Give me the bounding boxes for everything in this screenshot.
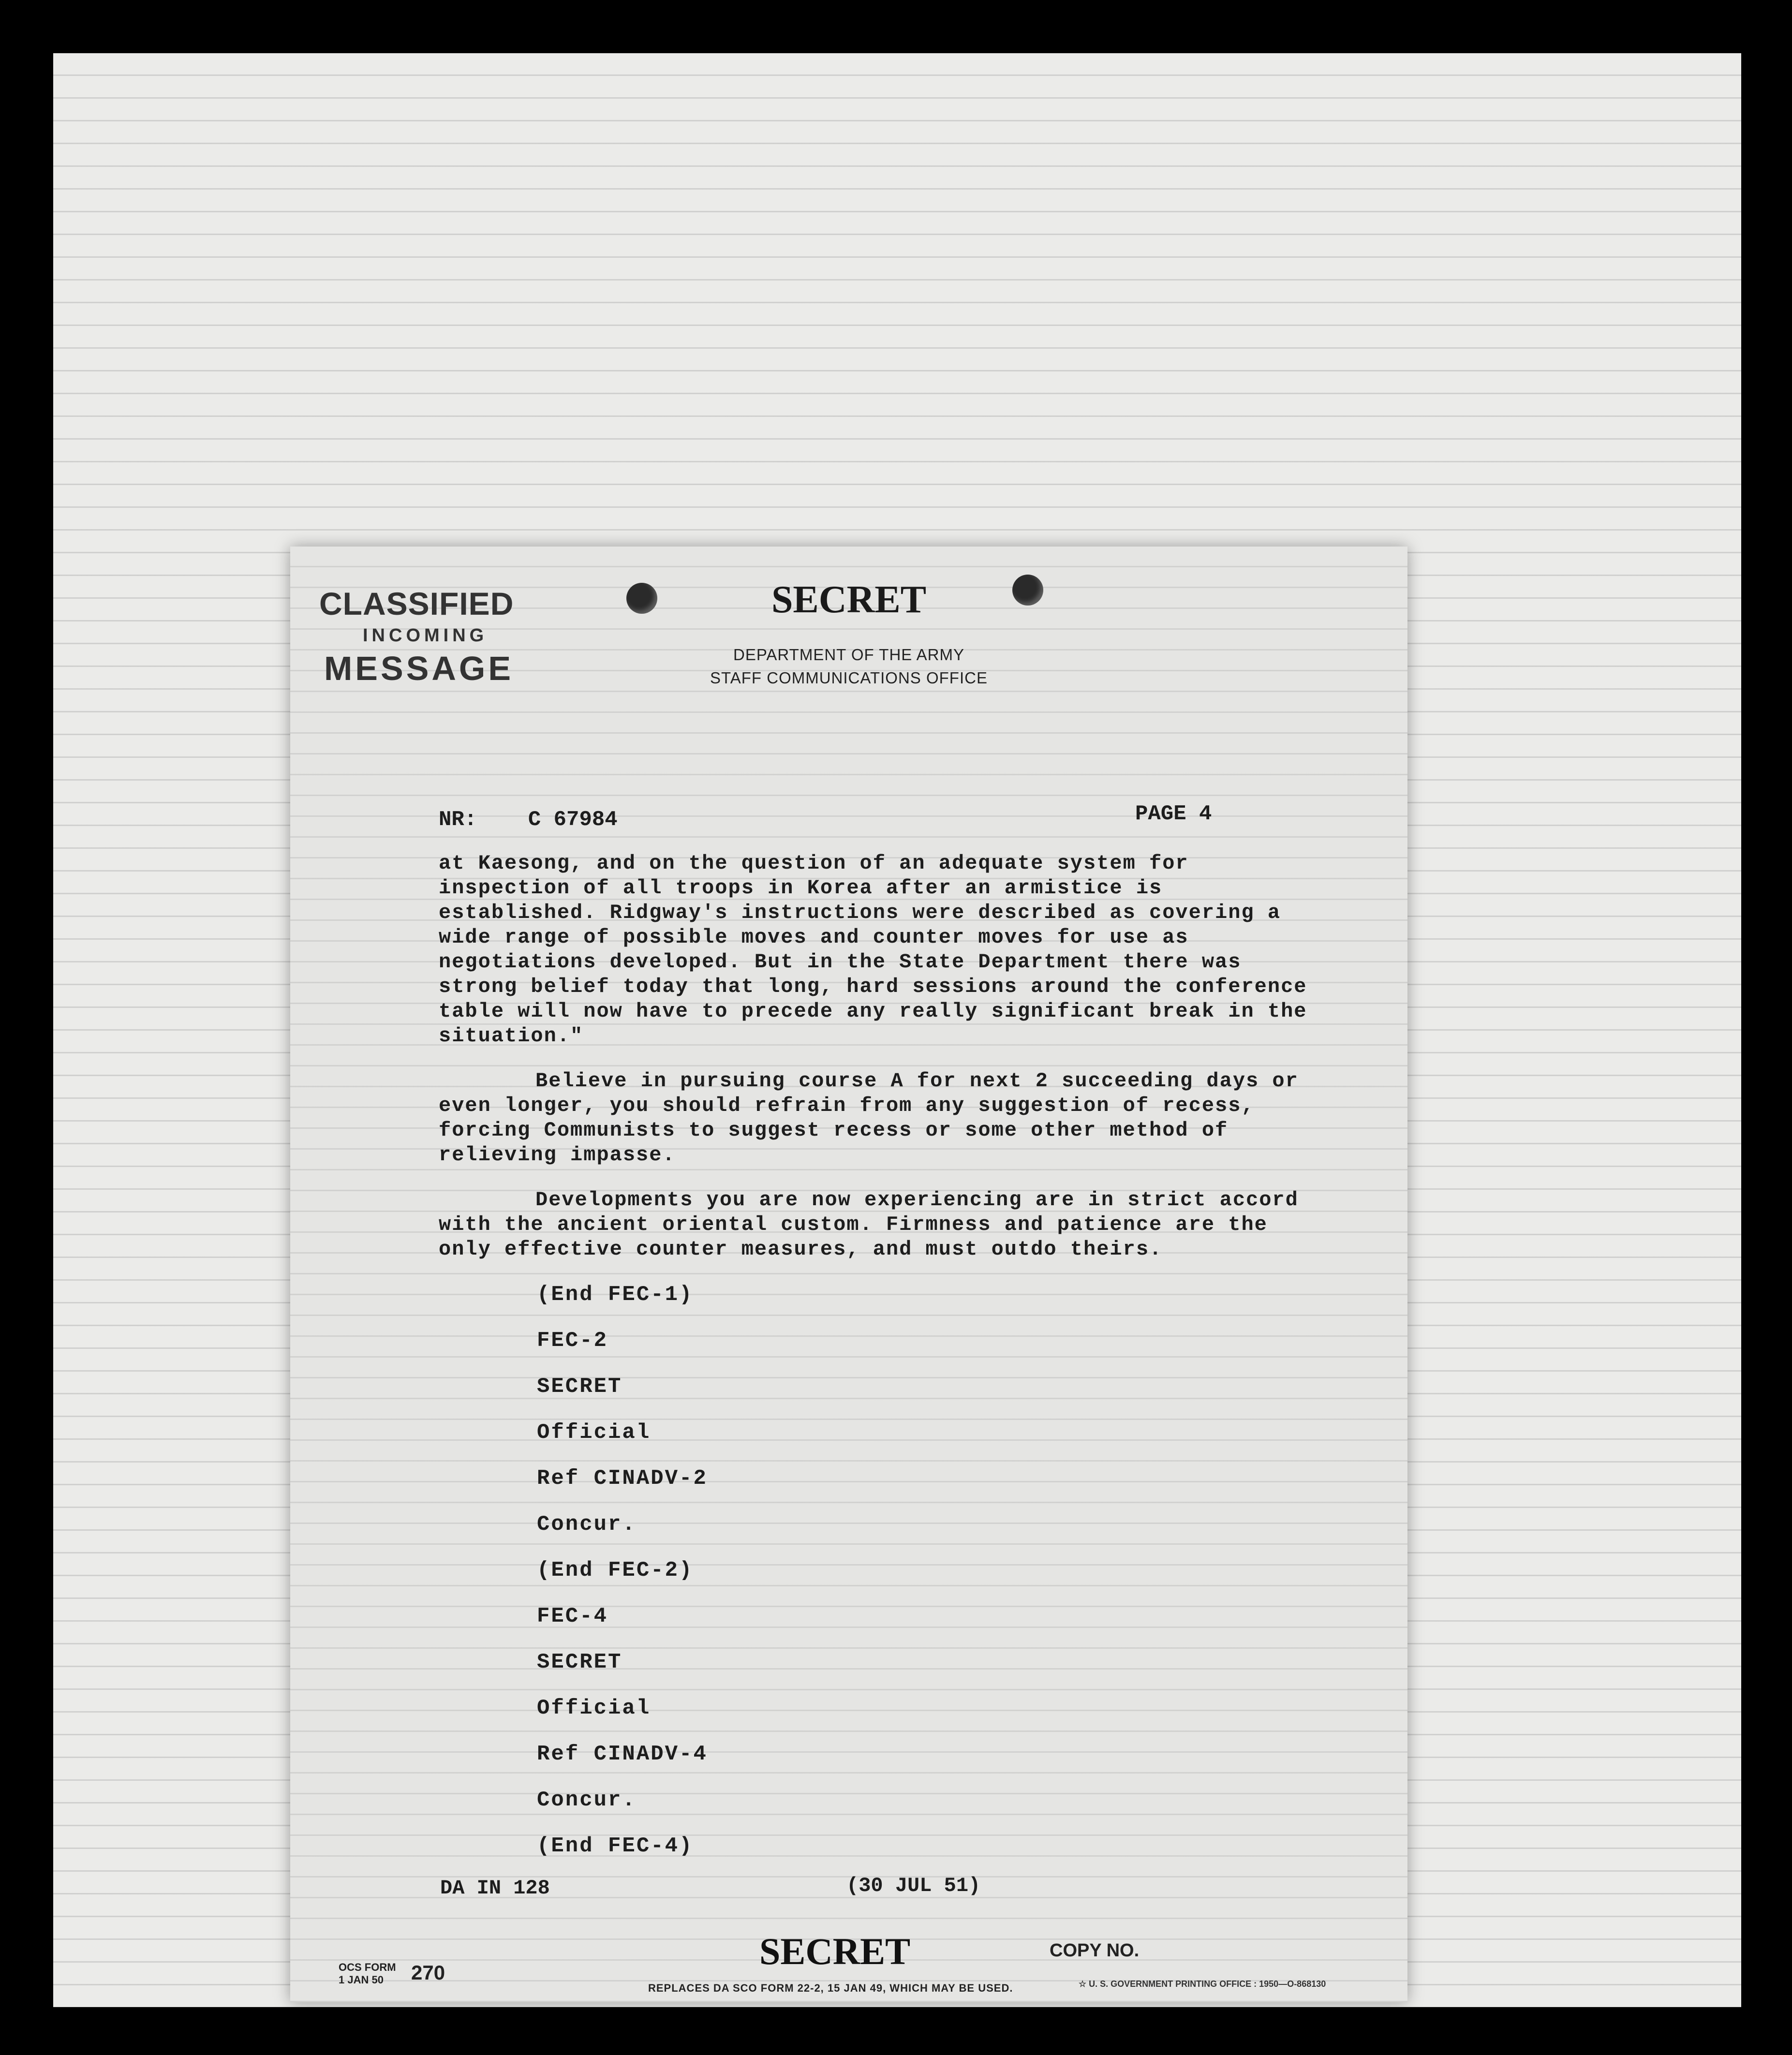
code-line: FEC-4 bbox=[537, 1604, 608, 1628]
copy-number-label: COPY NO. bbox=[1050, 1940, 1140, 1961]
department-heading bbox=[290, 643, 1407, 690]
code-line: Concur. bbox=[537, 1788, 637, 1812]
page-number: PAGE 4 bbox=[1135, 802, 1212, 826]
classification-bottom: SECRET bbox=[759, 1930, 911, 1972]
body-paragraph-3: Developments you are now experiencing are in strict accord with the ancient oriental custom. Firmness and patience are the only effective counter measures, and must outdo theirs. bbox=[439, 1188, 1299, 1261]
nr-label: NR: bbox=[439, 808, 477, 832]
form-title-classified: CLASSIFIED bbox=[319, 586, 514, 621]
ocs-form-line1: OCS FORM bbox=[339, 1961, 396, 1973]
gpo-imprint: ☆ U. S. GOVERNMENT PRINTING OFFICE : 1950—O-868130 bbox=[1079, 1979, 1326, 1989]
classification-top: SECRET bbox=[771, 578, 927, 621]
message-number bbox=[439, 808, 618, 832]
office-name: STAFF COMMUNICATIONS OFFICE bbox=[710, 669, 988, 687]
code-line: (End FEC-1) bbox=[537, 1283, 694, 1307]
code-line: Official bbox=[537, 1420, 651, 1445]
code-line: SECRET bbox=[537, 1375, 622, 1399]
code-line: Ref CINADV-2 bbox=[537, 1466, 708, 1491]
message-body bbox=[439, 851, 1329, 1282]
code-line: Ref CINADV-4 bbox=[537, 1742, 708, 1766]
code-line: SECRET bbox=[537, 1650, 622, 1674]
ocs-form-line2: 1 JAN 50 bbox=[339, 1974, 384, 1986]
form-title-incoming: INCOMING bbox=[363, 625, 488, 646]
code-line: Concur. bbox=[537, 1512, 637, 1537]
message-form bbox=[290, 547, 1407, 2002]
code-line: (End FEC-2) bbox=[537, 1558, 694, 1582]
routing-codes bbox=[537, 1272, 708, 1869]
department-name: DEPARTMENT OF THE ARMY bbox=[733, 646, 964, 664]
replaces-note: REPLACES DA SCO FORM 22-2, 15 JAN 49, WHICH MAY BE USED. bbox=[648, 1982, 1013, 1994]
code-line: FEC-2 bbox=[537, 1329, 608, 1353]
code-line: (End FEC-4) bbox=[537, 1834, 694, 1858]
body-paragraph-1: at Kaesong, and on the question of an adequate system for inspection of all troops in Korea after an armistice is established. Ridgway's instructions were described as covering a wide range of possible moves and counter moves for use as negotiations developed. But in the State Department there was strong belief today that long, hard sessions around the conference table will now have to precede any really significant break in the situation." bbox=[439, 852, 1307, 1048]
ocs-form-label bbox=[339, 1961, 396, 1986]
da-in-number: DA IN 128 bbox=[440, 1877, 550, 1900]
message-date: (30 JUL 51) bbox=[846, 1874, 981, 1897]
code-line: Official bbox=[537, 1696, 651, 1720]
body-paragraph-2: Believe in pursuing course A for next 2 succeeding days or even longer, you should refrain from any suggestion of recess, forcing Communists to suggest recess or some other method of relieving impasse. bbox=[439, 1069, 1299, 1167]
ocs-form-number: 270 bbox=[411, 1961, 445, 1984]
nr-value: C 67984 bbox=[528, 808, 618, 832]
form-title-message: MESSAGE bbox=[324, 650, 514, 687]
